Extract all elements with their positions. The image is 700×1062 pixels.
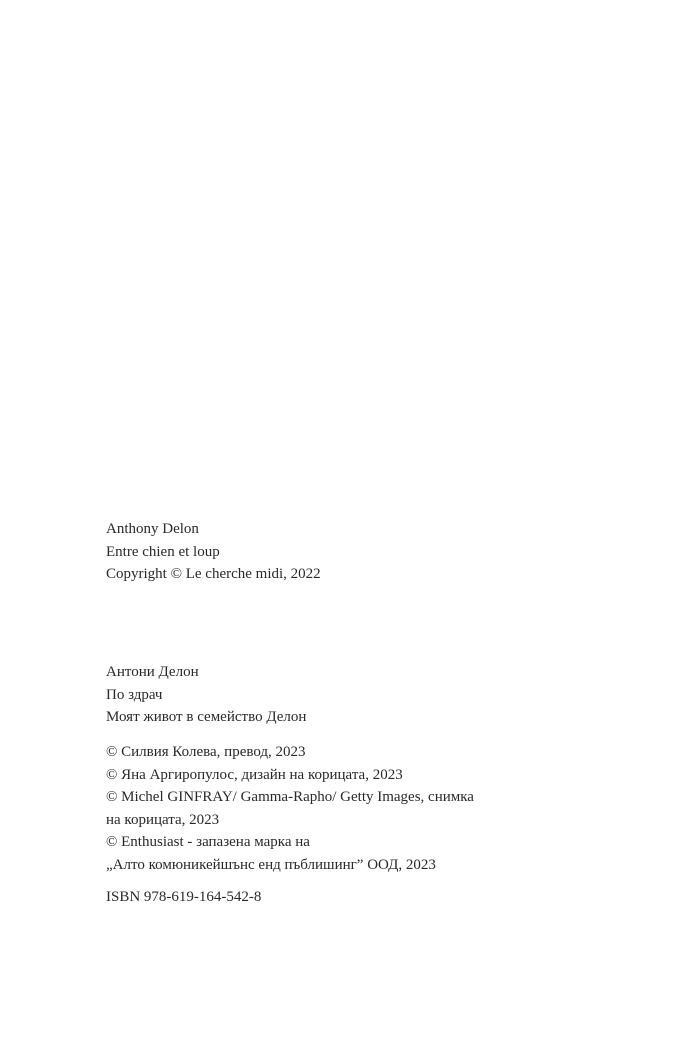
isbn: ISBN 978-619-164-542-8 [106, 889, 262, 905]
original-edition-block [106, 518, 586, 586]
trademark-credit-line1: © Enthusiast - запазена марка на [106, 834, 310, 851]
original-title: Entre chien et loup [106, 543, 220, 560]
original-author: Anthony Delon [106, 521, 199, 537]
bulgarian-author: Антони Делон [106, 664, 199, 680]
cover-design-credit: © Яна Аргиропулос, дизайн на корицата, 2023 [106, 766, 403, 783]
bulgarian-edition-block [106, 661, 586, 729]
bulgarian-subtitle: Моят живот в семейство Делон [106, 709, 307, 726]
bulgarian-title: По здрач [106, 686, 163, 703]
original-copyright: Copyright © Le cherche midi, 2022 [106, 566, 321, 583]
trademark-credit-line2: „Алто комюникейшънс енд пъблишинг” ООД, 2023 [106, 856, 436, 873]
translation-credit: © Силвия Колева, превод, 2023 [106, 744, 306, 760]
credits-block [106, 741, 586, 877]
isbn-block [106, 886, 586, 909]
cover-photo-credit-line1: © Michel GINFRAY/ Gamma-Rapho/ Getty Images, снимка [106, 789, 474, 806]
cover-photo-credit-line2: на корицата, 2023 [106, 811, 220, 828]
